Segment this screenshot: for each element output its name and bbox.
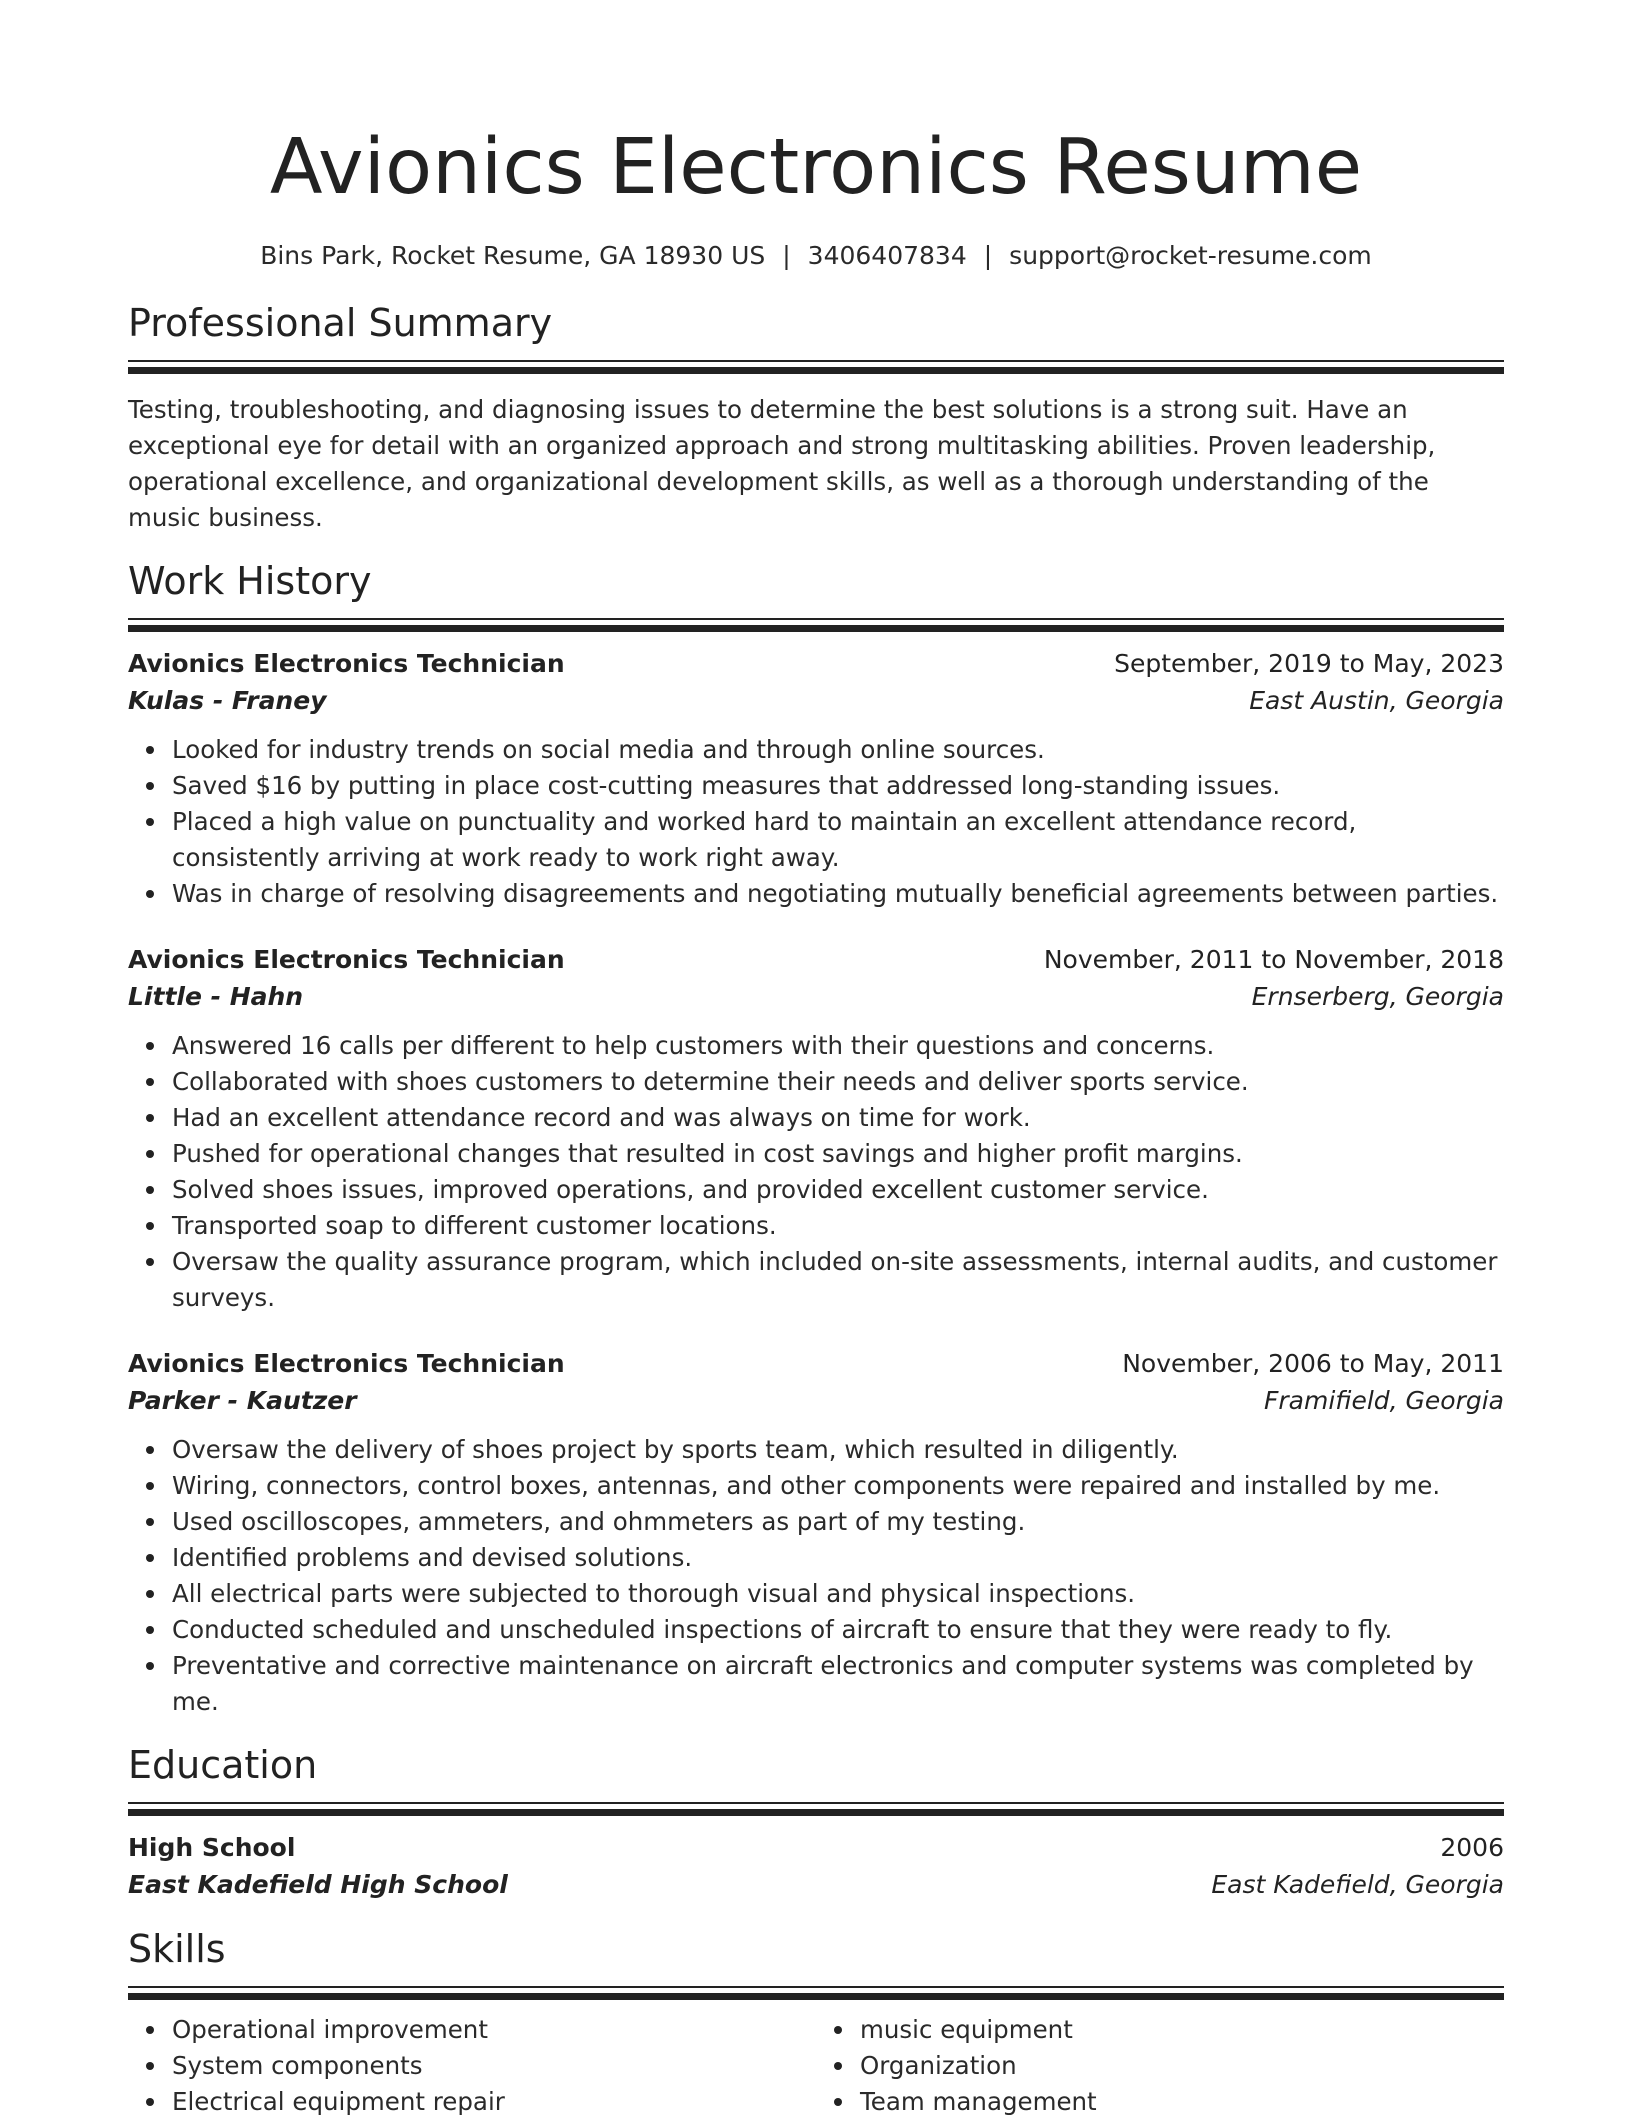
contact-line [128,240,1504,272]
education-header-row [128,1830,1504,1866]
job-bullets [128,1432,1504,1720]
section-divider [128,1986,1504,2000]
list-item: Was in charge of resolving disagreements and negotiating mutually beneficial agreements between parties. [172,876,1504,912]
job-dates: November, 2006 to May, 2011 [1122,1349,1504,1378]
contact-address: Bins Park, Rocket Resume, GA 18930 US [260,241,766,270]
job-title: Avionics Electronics Technician [128,1349,565,1378]
list-item: All electrical parts were subjected to thorough visual and physical inspections. [172,1576,1504,1612]
list-item: Pushed for operational changes that resulted in cost savings and higher profit margins. [172,1136,1504,1172]
skill-item: Team management [860,2084,1504,2120]
skills-column-right [816,2012,1504,2120]
contact-phone: 3406407834 [807,241,967,270]
job-company-row [128,682,1504,720]
summary-text: Testing, troubleshooting, and diagnosing issues to determine the best solutions is a strong suit. Have an exceptional eye for detail with an organized approach and strong multitasking abilities. Proven leadership, operational excellence, and organizational development skills, as well as a thorough understanding of the music business. [128,395,1436,532]
job-location: East Austin, Georgia [1249,686,1504,715]
job-dates: November, 2011 to November, 2018 [1043,945,1504,974]
skills-section [128,1924,1504,2120]
skill-item: Organization [860,2048,1504,2084]
list-item: Wiring, connectors, control boxes, antennas, and other components were repaired and installed by me. [172,1468,1504,1504]
list-item: Transported soap to different customer locations. [172,1208,1504,1244]
list-item: Preventative and corrective maintenance on aircraft electronics and computer systems was completed by me. [172,1648,1504,1720]
section-divider [128,1802,1504,1816]
list-item: Conducted scheduled and unscheduled inspections of aircraft to ensure that they were ready to fly. [172,1612,1504,1648]
contact-email: support@rocket-resume.com [1009,241,1372,270]
job-dates: September, 2019 to May, 2023 [1114,649,1504,678]
job-entry [128,942,1504,1316]
list-item: Oversaw the quality assurance program, which included on-site assessments, internal audits, and customer surveys. [172,1244,1504,1316]
job-title: Avionics Electronics Technician [128,649,565,678]
education-school-row [128,1866,1504,1904]
education-section [128,1740,1504,1904]
job-company-row [128,1382,1504,1420]
skills-grid [128,2012,1504,2120]
section-heading-work-history: Work History [128,559,372,603]
job-bullets [128,1028,1504,1316]
job-company: Little - Hahn [128,982,304,1011]
skill-item: Operational improvement [172,2012,816,2048]
job-title: Avionics Electronics Technician [128,945,565,974]
skill-item: music equipment [860,2012,1504,2048]
skill-item: System components [172,2048,816,2084]
section-heading-skills: Skills [128,1927,226,1971]
list-item: Oversaw the delivery of shoes project by sports team, which resulted in diligently. [172,1432,1504,1468]
job-bullets [128,732,1504,912]
list-item: Solved shoes issues, improved operations, and provided excellent customer service. [172,1172,1504,1208]
contact-separator: | [782,241,791,270]
job-entry [128,646,1504,912]
contact-separator: | [983,241,993,270]
job-header-row [128,646,1504,682]
list-item: Had an excellent attendance record and was always on time for work. [172,1100,1504,1136]
list-item: Answered 16 calls per different to help customers with their questions and concerns. [172,1028,1504,1064]
work-history-section [128,556,1504,1720]
summary-section [128,298,1504,536]
job-company-row [128,978,1504,1016]
list-item: Identified problems and devised solutions. [172,1540,1504,1576]
list-item: Saved $16 by putting in place cost-cutting measures that addressed long-standing issues. [172,768,1504,804]
list-item: Looked for industry trends on social media and through online sources. [172,732,1504,768]
section-heading-education: Education [128,1743,318,1787]
skills-column-left [128,2012,816,2120]
resume-title: Avionics Electronics Resume [269,123,1363,212]
education-year: 2006 [1440,1833,1504,1862]
education-degree: High School [128,1833,296,1862]
section-divider [128,360,1504,374]
skill-item: Electrical equipment repair [172,2084,816,2120]
list-item: Used oscilloscopes, ammeters, and ohmmeters as part of my testing. [172,1504,1504,1540]
education-location: East Kadefield, Georgia [1211,1870,1504,1899]
job-header-row [128,942,1504,978]
section-heading-summary: Professional Summary [128,301,553,345]
job-company: Kulas - Franey [128,686,327,715]
job-location: Framifield, Georgia [1264,1386,1504,1415]
job-entry [128,1346,1504,1720]
job-location: Ernserberg, Georgia [1251,982,1504,1011]
list-item: Collaborated with shoes customers to determine their needs and deliver sports service. [172,1064,1504,1100]
job-company: Parker - Kautzer [128,1386,357,1415]
education-entry [128,1830,1504,1904]
section-divider [128,618,1504,632]
education-school: East Kadefield High School [128,1870,508,1899]
job-header-row [128,1346,1504,1382]
list-item: Placed a high value on punctuality and worked hard to maintain an excellent attendance record, consistently arriving at work ready to work right away. [172,804,1504,876]
